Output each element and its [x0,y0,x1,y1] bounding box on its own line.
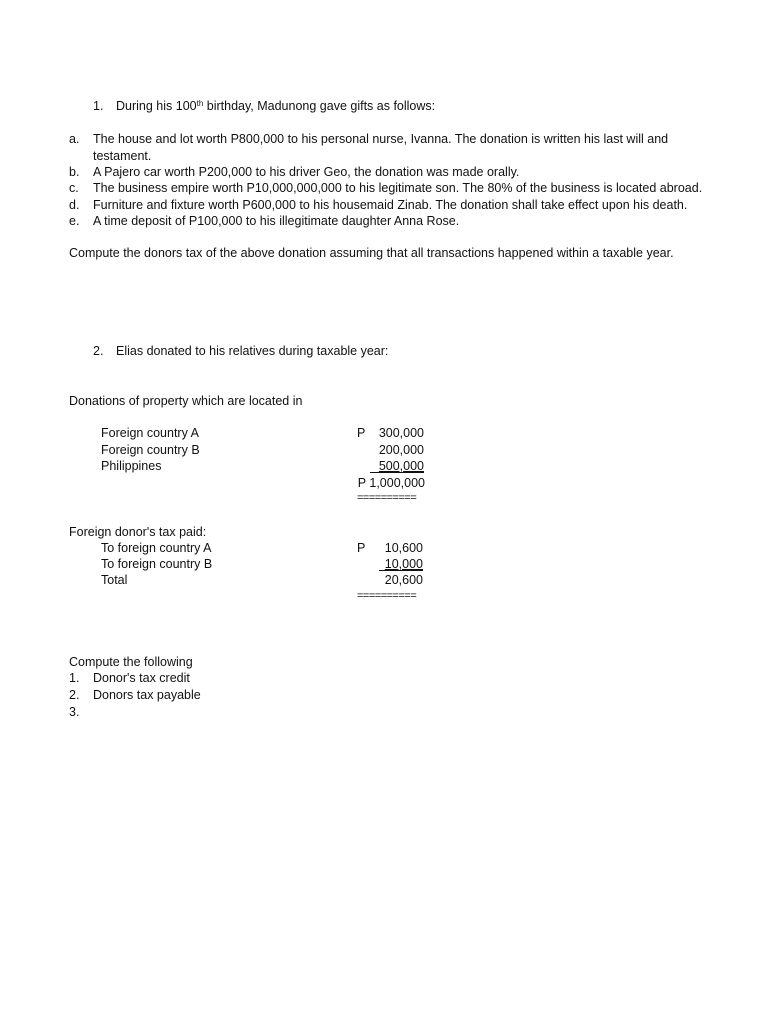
list-text: Furniture and fixture worth P600,000 to his housemaid Zinab. The donation shall take effect upon his death. [93,198,688,212]
subtotal-rule [370,472,424,473]
question-1-title [93,98,435,114]
compute-item [69,687,201,703]
tax-amount: 10,600 [384,541,423,555]
donations-total: P 1,000,000 [357,476,425,490]
list-letter: d. [69,198,80,212]
tax-label: Total [101,573,128,587]
donation-amount: 300,000 [378,426,424,440]
currency-prefix: P [357,541,366,555]
list-text: The house and lot worth P800,000 to his personal nurse, Ivanna. The donation is written his last will and testament. [93,132,669,163]
compute-number: 1. [69,671,80,685]
list-text: A time deposit of P100,000 to his illegitimate daughter Anna Rose. [93,214,460,228]
compute-item [69,670,190,686]
compute-number: 3. [69,705,80,719]
currency-prefix: P [357,426,366,440]
compute-item [69,704,93,720]
list-text: The business empire worth P10,000,000,000 to his legitimate son. The 80% of the business is located abroad. [93,181,703,195]
list-letter: b. [69,165,80,179]
question-1-instruction: Compute the donors tax of the above donation assuming that all transactions happened within a taxable year. [69,246,674,260]
tax-amount: 20,600 [384,573,423,587]
list-letter: a. [69,132,80,146]
donations-heading: Donations of property which are located in [69,394,303,408]
ordinal-suffix: th [196,99,204,108]
list-letter: e. [69,214,80,228]
compute-heading: Compute the following [69,655,193,669]
question-2-title [93,343,388,359]
title-text: Elias donated to his relatives during taxable year: [116,344,389,358]
question-number: 2. [93,344,104,358]
underlined-amount: 10,000 [384,557,423,571]
donation-label: Philippines [101,459,162,473]
tax-label: To foreign country B [101,557,213,571]
question-number: 1. [93,99,104,113]
double-rule: ========== [357,590,417,602]
tax-heading: Foreign donor's tax paid: [69,525,207,539]
compute-text: Donors tax payable [93,688,201,702]
donation-label: Foreign country A [101,426,199,440]
title-text-end: birthday, Madunong gave gifts as follows: [203,99,436,113]
tax-label: To foreign country A [101,541,212,555]
list-text: A Pajero car worth P200,000 to his driver Geo, the donation was made orally. [93,165,520,179]
subtotal-rule [379,570,423,571]
donation-amount: 200,000 [378,443,424,457]
compute-text: Donor's tax credit [93,671,190,685]
compute-number: 2. [69,688,80,702]
title-text: During his 100 [116,99,197,113]
underlined-amount: 500,000 [378,459,424,473]
donation-label: Foreign country B [101,443,200,457]
double-rule: ========== [357,492,417,504]
list-letter: c. [69,181,79,195]
